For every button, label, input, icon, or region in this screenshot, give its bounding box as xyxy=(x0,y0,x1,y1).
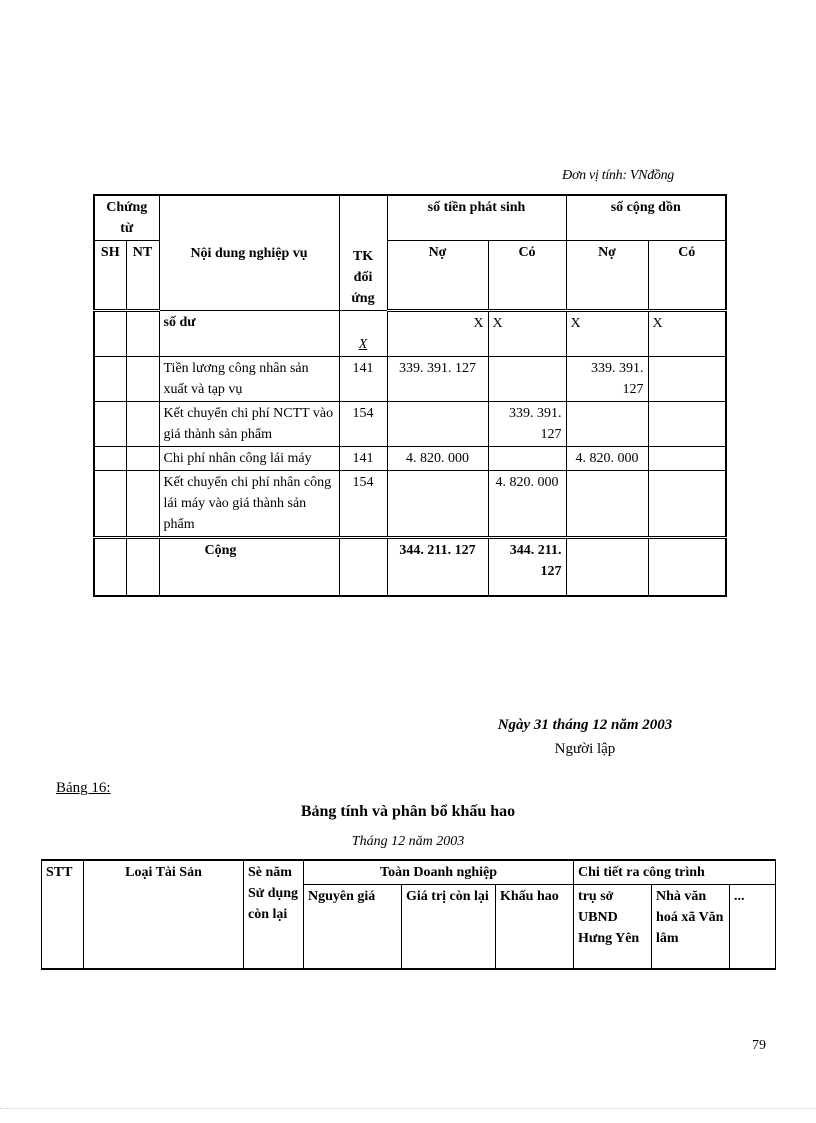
header-ps-no: Nợ xyxy=(387,241,488,311)
header-more: ... xyxy=(730,885,776,969)
table-row xyxy=(94,402,726,447)
header-nha-van-hoa: Nhà văn hoá xã Văn lâm xyxy=(652,885,730,969)
date-line: Ngày 31 tháng 12 năm 2003 xyxy=(497,717,673,733)
cell-ps-co: X xyxy=(488,311,566,357)
ledger-table xyxy=(93,194,727,597)
header-chi-tiet: Chi tiết ra công trình xyxy=(574,860,776,885)
cell-sh xyxy=(94,311,126,357)
cell-tk: 154 xyxy=(339,402,387,447)
cell-ps-no xyxy=(387,471,488,538)
cell-tk: 154 xyxy=(339,471,387,538)
page-bottom-divider xyxy=(0,1108,816,1109)
cell-nt xyxy=(126,447,159,471)
depreciation-table xyxy=(41,859,776,970)
total-row xyxy=(94,538,726,596)
header-gia-tri-con-lai: Giá trị còn lại xyxy=(402,885,496,969)
cell-ps-no: 4. 820. 000 xyxy=(387,447,488,471)
header-nguyen-gia: Nguyên giá xyxy=(304,885,402,969)
cell-cd-no: 339. 391. 127 xyxy=(566,357,648,402)
cell-ps-co: 4. 820. 000 xyxy=(488,471,566,538)
header-tru-so: trụ sở UBND Hưng Yên xyxy=(574,885,652,969)
header-chung-tu: Chứng từ xyxy=(94,195,159,241)
cell-cd-co xyxy=(648,447,726,471)
cell-cd-no: X xyxy=(566,311,648,357)
header-noi-dung: Nội dung nghiệp vụ xyxy=(159,195,339,311)
total-ps-co: 344. 211. 127 xyxy=(488,538,566,596)
cell-empty xyxy=(648,538,726,596)
header-nt: NT xyxy=(126,241,159,311)
cell-sh xyxy=(94,471,126,538)
cell-empty xyxy=(94,538,126,596)
table-row xyxy=(94,311,726,357)
depreciation-subtitle: Tháng 12 năm 2003 xyxy=(351,834,465,849)
table-row xyxy=(94,471,726,538)
cell-cd-co: X xyxy=(648,311,726,357)
header-so-tien-phat-sinh: số tiền phát sinh xyxy=(387,195,566,241)
cell-nt xyxy=(126,357,159,402)
cell-empty xyxy=(566,538,648,596)
header-stt: STT xyxy=(42,860,84,969)
header-loai-tai-san: Loại Tài Sản xyxy=(84,860,244,969)
cell-empty xyxy=(126,538,159,596)
cell-ps-co xyxy=(488,447,566,471)
table-label: Bảng 16: xyxy=(56,780,111,796)
cell-cd-co xyxy=(648,471,726,538)
depreciation-title: Bảng tính và phân bổ khấu hao xyxy=(300,803,516,820)
header-so-cong-don: số cộng dồn xyxy=(566,195,726,241)
page-number: 79 xyxy=(752,1038,766,1053)
header-cd-no: Nợ xyxy=(566,241,648,311)
total-label: Cộng xyxy=(159,538,339,596)
cell-cd-no: 4. 820. 000 xyxy=(566,447,648,471)
cell-ps-no xyxy=(387,402,488,447)
header-toan-doanh-nghiep: Toàn Doanh nghiệp xyxy=(304,860,574,885)
header-so-nam: Sè năm Sử dụng còn lại xyxy=(244,860,304,969)
cell-empty xyxy=(339,538,387,596)
cell-desc: Chi phí nhân công lái máy xyxy=(159,447,339,471)
cell-ps-co: 339. 391. 127 xyxy=(488,402,566,447)
table-row xyxy=(94,357,726,402)
cell-cd-co xyxy=(648,402,726,447)
cell-sh xyxy=(94,402,126,447)
header-sh: SH xyxy=(94,241,126,311)
cell-cd-no xyxy=(566,402,648,447)
cell-cd-co xyxy=(648,357,726,402)
header-ps-co: Có xyxy=(488,241,566,311)
cell-cd-no xyxy=(566,471,648,538)
cell-nt xyxy=(126,311,159,357)
cell-desc: Kết chuyển chi phí NCTT vào giá thành sản phẩm xyxy=(159,402,339,447)
signer-label: Người lập xyxy=(554,741,616,757)
header-tk-doi-ung: TK đối ứng xyxy=(339,195,387,311)
total-ps-no: 344. 211. 127 xyxy=(387,538,488,596)
cell-desc: Tiền lương công nhân sản xuất và tạp vụ xyxy=(159,357,339,402)
header-cd-co: Có xyxy=(648,241,726,311)
unit-label: Đơn vị tính: VNđồng xyxy=(562,168,674,183)
cell-ps-no: X xyxy=(387,311,488,357)
table-row xyxy=(94,447,726,471)
cell-ps-co xyxy=(488,357,566,402)
header-khau-hao: Khấu hao xyxy=(496,885,574,969)
cell-tk: 141 xyxy=(339,357,387,402)
cell-nt xyxy=(126,402,159,447)
cell-tk xyxy=(339,311,387,357)
cell-desc: số dư xyxy=(159,311,339,357)
cell-sh xyxy=(94,357,126,402)
cell-tk: 141 xyxy=(339,447,387,471)
cell-tk-value: X xyxy=(358,337,368,352)
cell-sh xyxy=(94,447,126,471)
cell-desc: Kết chuyển chi phí nhân công lái máy vào giá thành sản phẩm xyxy=(159,471,339,538)
cell-ps-no: 339. 391. 127 xyxy=(387,357,488,402)
cell-nt xyxy=(126,471,159,538)
